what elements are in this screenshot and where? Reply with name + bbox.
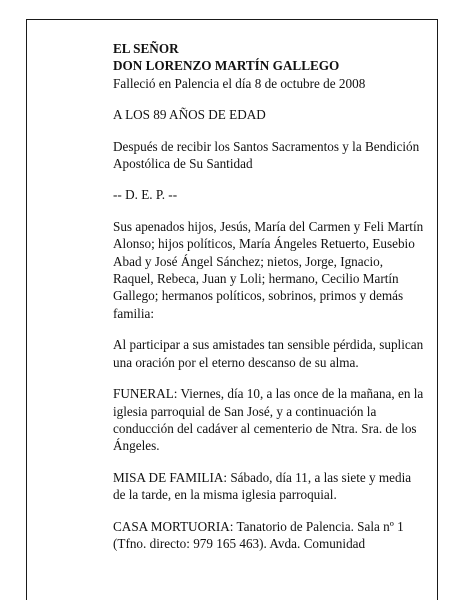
rip-line: -- D. E. P. --	[113, 187, 178, 203]
funeral-home-paragraph: CASA MORTUORIA: Tanatorio de Palencia. Sala nº 1 (Tfno. directo: 979 165 463). Avda. Comunidad	[113, 518, 404, 551]
border-top	[26, 19, 438, 20]
age-line: A LOS 89 AÑOS DE EDAD	[113, 107, 266, 123]
deceased-name: DON LORENZO MARTÍN GALLEGO	[113, 58, 340, 74]
funeral-paragraph: FUNERAL: Viernes, día 10, a las once de la mañana, en la iglesia parroquial de San José, y a continuación la conducción del cadáver al cementerio de Ntra. Sra. de los Ángeles.	[113, 386, 424, 454]
death-info: Falleció en Palencia el día 8 de octubre de 2008	[113, 75, 366, 91]
border-right	[437, 19, 438, 600]
obituary-notice	[113, 40, 425, 566]
sacraments-paragraph: Después de recibir los Santos Sacramentos y la Bendición Apostólica de Su Santidad	[113, 138, 420, 172]
family-paragraph: Sus apenados hijos, Jesús, María del Carmen y Feli Martín Alonso; hijos políticos, María Ángeles Retuerto, Eusebio Abad y José Ángel Sánchez; nietos, Jorge, Ignacio, Raquel, Rebeca, Juan y Loli; hermano, Cecilio Martín Gallego; hermanos políticos, sobrinos, primos y demás familia:	[113, 218, 424, 321]
family-mass-paragraph: MISA DE FAMILIA: Sábado, día 11, a las siete y media de la tarde, en la misma iglesia parroquial.	[113, 469, 412, 503]
prayer-request-paragraph: Al participar a sus amistades tan sensible pérdida, suplican una oración por el eterno descanso de su alma.	[113, 337, 424, 370]
border-left	[26, 19, 27, 600]
title-line-1: EL SEÑOR	[113, 41, 179, 56]
